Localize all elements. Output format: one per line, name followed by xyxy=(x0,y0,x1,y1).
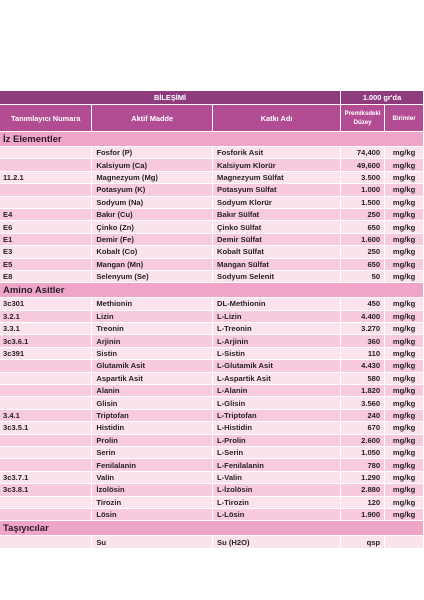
cell-active-substance: Mangan (Mn) xyxy=(92,259,213,271)
column-header-unit: Birimler xyxy=(385,105,424,132)
cell-unit xyxy=(385,536,424,548)
cell-premix-level: 3.270 xyxy=(341,323,385,335)
cell-unit: mg/kg xyxy=(385,172,424,184)
cell-premix-level: 1.600 xyxy=(341,234,385,246)
cell-id xyxy=(0,360,92,372)
table-body xyxy=(0,132,424,549)
cell-premix-level: 3.560 xyxy=(341,397,385,409)
cell-unit: mg/kg xyxy=(385,459,424,471)
cell-premix-level: 4.430 xyxy=(341,360,385,372)
cell-unit: mg/kg xyxy=(385,311,424,323)
table-row xyxy=(0,360,424,372)
cell-premix-level: 1.820 xyxy=(341,385,385,397)
section-header-row xyxy=(0,283,424,298)
section-header-row xyxy=(0,521,424,536)
cell-active-substance: Serin xyxy=(92,447,213,459)
header-top-row xyxy=(0,91,424,105)
cell-additive-name: L-Triptofan xyxy=(213,410,341,422)
table-row xyxy=(0,172,424,184)
cell-id xyxy=(0,385,92,397)
cell-unit: mg/kg xyxy=(385,497,424,509)
cell-id: 3c391 xyxy=(0,348,92,360)
cell-premix-level: 240 xyxy=(341,410,385,422)
cell-premix-level: 1.000 xyxy=(341,184,385,196)
table-row xyxy=(0,335,424,347)
cell-premix-level: 49,600 xyxy=(341,159,385,171)
cell-unit: mg/kg xyxy=(385,385,424,397)
cell-id: 3c3.5.1 xyxy=(0,422,92,434)
cell-premix-level: 580 xyxy=(341,373,385,385)
cell-id: E5 xyxy=(0,259,92,271)
cell-id xyxy=(0,536,92,548)
cell-premix-level: qsp xyxy=(341,536,385,548)
cell-id: 11.2.1 xyxy=(0,172,92,184)
cell-id: E6 xyxy=(0,221,92,233)
cell-id: 3c3.8.1 xyxy=(0,484,92,496)
table-row xyxy=(0,271,424,283)
cell-active-substance: Glutamik Asit xyxy=(92,360,213,372)
table-row xyxy=(0,184,424,196)
cell-premix-level: 1.500 xyxy=(341,197,385,209)
cell-additive-name: L-Aspartik Asit xyxy=(213,373,341,385)
cell-active-substance: Çinko (Zn) xyxy=(92,221,213,233)
table-row xyxy=(0,536,424,548)
cell-active-substance: Selenyum (Se) xyxy=(92,271,213,283)
table-row xyxy=(0,259,424,271)
cell-premix-level: 650 xyxy=(341,221,385,233)
cell-unit: mg/kg xyxy=(385,234,424,246)
cell-active-substance: İzolösin xyxy=(92,484,213,496)
cell-id xyxy=(0,197,92,209)
table-row xyxy=(0,385,424,397)
cell-id xyxy=(0,397,92,409)
cell-premix-level: 650 xyxy=(341,259,385,271)
cell-additive-name: L-Glutamik Asit xyxy=(213,360,341,372)
table-row xyxy=(0,147,424,159)
cell-unit: mg/kg xyxy=(385,447,424,459)
cell-additive-name: Bakır Sülfat xyxy=(213,209,341,221)
cell-id xyxy=(0,435,92,447)
cell-unit: mg/kg xyxy=(385,373,424,385)
cell-premix-level: 2.880 xyxy=(341,484,385,496)
cell-additive-name: L-Glisin xyxy=(213,397,341,409)
cell-id: 3.2.1 xyxy=(0,311,92,323)
cell-unit: mg/kg xyxy=(385,209,424,221)
section-header-row xyxy=(0,132,424,147)
cell-additive-name: L-Tirozin xyxy=(213,497,341,509)
table-row xyxy=(0,459,424,471)
cell-unit: mg/kg xyxy=(385,397,424,409)
cell-additive-name: L-İzolösin xyxy=(213,484,341,496)
column-header-additive: Katkı Adı xyxy=(213,105,341,132)
cell-active-substance: Aspartik Asit xyxy=(92,373,213,385)
cell-unit: mg/kg xyxy=(385,360,424,372)
cell-additive-name: Potasyum Sülfat xyxy=(213,184,341,196)
cell-premix-level: 74,400 xyxy=(341,147,385,159)
cell-additive-name: L-Lizin xyxy=(213,311,341,323)
cell-unit: mg/kg xyxy=(385,147,424,159)
cell-additive-name: L-Sistin xyxy=(213,348,341,360)
cell-active-substance: Potasyum (K) xyxy=(92,184,213,196)
cell-premix-level: 3.500 xyxy=(341,172,385,184)
cell-unit: mg/kg xyxy=(385,197,424,209)
cell-active-substance: Bakır (Cu) xyxy=(92,209,213,221)
composition-sheet xyxy=(0,91,424,549)
cell-premix-level: 250 xyxy=(341,209,385,221)
column-header-premix: Premiksdeki Düzey xyxy=(341,105,385,132)
table-row xyxy=(0,422,424,434)
table-row xyxy=(0,435,424,447)
table-row xyxy=(0,323,424,335)
cell-additive-name: L-Histidin xyxy=(213,422,341,434)
table-row xyxy=(0,509,424,521)
cell-additive-name: L-Serin xyxy=(213,447,341,459)
cell-id: 3.3.1 xyxy=(0,323,92,335)
cell-additive-name: L-Treonin xyxy=(213,323,341,335)
cell-premix-level: 1.900 xyxy=(341,509,385,521)
cell-additive-name: Kalsiyum Klorür xyxy=(213,159,341,171)
column-header-active: Aktif Madde xyxy=(92,105,213,132)
cell-premix-level: 780 xyxy=(341,459,385,471)
cell-unit: mg/kg xyxy=(385,271,424,283)
table-row xyxy=(0,298,424,310)
cell-active-substance: Sistin xyxy=(92,348,213,360)
amount-label: 1.000 gr'da xyxy=(341,91,424,105)
cell-active-substance: Prolin xyxy=(92,435,213,447)
cell-active-substance: Kobalt (Co) xyxy=(92,246,213,258)
composition-table xyxy=(0,91,424,549)
cell-active-substance: Lizin xyxy=(92,311,213,323)
cell-premix-level: 1.050 xyxy=(341,447,385,459)
section-title: Taşıyıcılar xyxy=(0,521,424,536)
cell-unit: mg/kg xyxy=(385,298,424,310)
cell-unit: mg/kg xyxy=(385,221,424,233)
table-row xyxy=(0,397,424,409)
cell-premix-level: 360 xyxy=(341,335,385,347)
cell-id xyxy=(0,497,92,509)
cell-active-substance: Arjinin xyxy=(92,335,213,347)
cell-unit: mg/kg xyxy=(385,159,424,171)
cell-additive-name: L-Lösin xyxy=(213,509,341,521)
cell-premix-level: 2.600 xyxy=(341,435,385,447)
cell-active-substance: Tirozin xyxy=(92,497,213,509)
cell-additive-name: Sodyum Selenit xyxy=(213,271,341,283)
cell-additive-name: Çinko Sülfat xyxy=(213,221,341,233)
table-row xyxy=(0,234,424,246)
cell-unit: mg/kg xyxy=(385,323,424,335)
cell-id xyxy=(0,373,92,385)
cell-additive-name: L-Valin xyxy=(213,472,341,484)
table-row xyxy=(0,221,424,233)
cell-unit: mg/kg xyxy=(385,410,424,422)
cell-id: E4 xyxy=(0,209,92,221)
cell-id: E1 xyxy=(0,234,92,246)
cell-id xyxy=(0,147,92,159)
cell-premix-level: 450 xyxy=(341,298,385,310)
cell-active-substance: Kalsiyum (Ca) xyxy=(92,159,213,171)
cell-premix-level: 670 xyxy=(341,422,385,434)
table-row xyxy=(0,472,424,484)
header-columns-row xyxy=(0,105,424,132)
table-row xyxy=(0,246,424,258)
cell-additive-name: L-Fenilalanin xyxy=(213,459,341,471)
section-title: Amino Asitler xyxy=(0,283,424,298)
table-row xyxy=(0,311,424,323)
cell-id: 3c301 xyxy=(0,298,92,310)
table-row xyxy=(0,348,424,360)
cell-id: E8 xyxy=(0,271,92,283)
composition-title: BİLEŞİMİ xyxy=(0,91,341,105)
cell-premix-level: 120 xyxy=(341,497,385,509)
cell-unit: mg/kg xyxy=(385,335,424,347)
cell-additive-name: L-Prolin xyxy=(213,435,341,447)
cell-unit: mg/kg xyxy=(385,472,424,484)
cell-active-substance: Lösin xyxy=(92,509,213,521)
cell-additive-name: DL-Methionin xyxy=(213,298,341,310)
cell-unit: mg/kg xyxy=(385,422,424,434)
cell-additive-name: Su (H2O) xyxy=(213,536,341,548)
cell-premix-level: 110 xyxy=(341,348,385,360)
cell-additive-name: Sodyum Klorür xyxy=(213,197,341,209)
cell-id: 3c3.7.1 xyxy=(0,472,92,484)
cell-additive-name: L-Alanin xyxy=(213,385,341,397)
cell-active-substance: Methionin xyxy=(92,298,213,310)
table-row xyxy=(0,159,424,171)
cell-additive-name: Mangan Sülfat xyxy=(213,259,341,271)
cell-active-substance: Glisin xyxy=(92,397,213,409)
cell-id xyxy=(0,447,92,459)
cell-unit: mg/kg xyxy=(385,435,424,447)
table-row xyxy=(0,209,424,221)
cell-id: 3c3.6.1 xyxy=(0,335,92,347)
table-row xyxy=(0,373,424,385)
cell-active-substance: Valin xyxy=(92,472,213,484)
column-header-id: Tanımlayıcı Numara xyxy=(0,105,92,132)
cell-active-substance: Alanin xyxy=(92,385,213,397)
cell-unit: mg/kg xyxy=(385,246,424,258)
table-row xyxy=(0,197,424,209)
cell-id: E3 xyxy=(0,246,92,258)
cell-premix-level: 250 xyxy=(341,246,385,258)
cell-active-substance: Sodyum (Na) xyxy=(92,197,213,209)
cell-id xyxy=(0,509,92,521)
cell-unit: mg/kg xyxy=(385,259,424,271)
cell-id: 3.4.1 xyxy=(0,410,92,422)
table-row xyxy=(0,497,424,509)
cell-additive-name: Kobalt Sülfat xyxy=(213,246,341,258)
cell-premix-level: 4.400 xyxy=(341,311,385,323)
cell-premix-level: 1.290 xyxy=(341,472,385,484)
cell-id xyxy=(0,159,92,171)
cell-additive-name: Fosforik Asit xyxy=(213,147,341,159)
cell-active-substance: Demir (Fe) xyxy=(92,234,213,246)
cell-active-substance: Fosfor (P) xyxy=(92,147,213,159)
cell-additive-name: L-Arjinin xyxy=(213,335,341,347)
cell-active-substance: Triptofan xyxy=(92,410,213,422)
cell-unit: mg/kg xyxy=(385,184,424,196)
cell-unit: mg/kg xyxy=(385,348,424,360)
cell-additive-name: Demir Sülfat xyxy=(213,234,341,246)
section-title: İz Elementler xyxy=(0,132,424,147)
table-row xyxy=(0,447,424,459)
table-row xyxy=(0,410,424,422)
cell-additive-name: Magnezyum Sülfat xyxy=(213,172,341,184)
cell-unit: mg/kg xyxy=(385,484,424,496)
cell-active-substance: Magnezyum (Mg) xyxy=(92,172,213,184)
table-row xyxy=(0,484,424,496)
cell-id xyxy=(0,459,92,471)
cell-active-substance: Histidin xyxy=(92,422,213,434)
cell-active-substance: Treonin xyxy=(92,323,213,335)
cell-active-substance: Fenilalanin xyxy=(92,459,213,471)
cell-active-substance: Su xyxy=(92,536,213,548)
cell-premix-level: 50 xyxy=(341,271,385,283)
cell-id xyxy=(0,184,92,196)
cell-unit: mg/kg xyxy=(385,509,424,521)
